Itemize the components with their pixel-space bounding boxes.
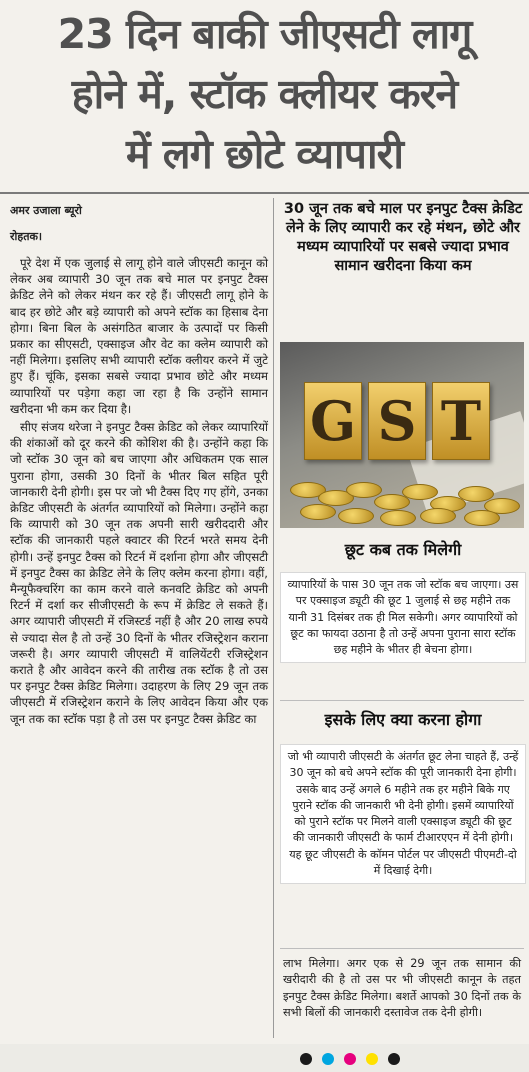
- coin: [402, 484, 438, 500]
- gst-photo: [280, 342, 524, 528]
- gst-letter-s: S: [368, 382, 426, 460]
- coin-pile: [280, 458, 524, 528]
- article-continuation: [283, 956, 521, 1022]
- column-divider: [273, 198, 274, 1038]
- registration-mark-black: [388, 1053, 400, 1065]
- article-paragraph-1: पूरे देश में एक जुलाई से लागू होने वाले जीएसटी कानून को लेकर अब व्यापारी 30 जून तक बचे माल पर इनपुट टैक्स क्रेडिट लेने को लेकर मंथन कर रहे हैं। जीएसटी लागू होने के बाद हर छोटे और बड़े व्यापारी को अपने स्टॉक का हिसाब देना होगा। बिना बिल के असंगठित बाजार के उत्पादों पर किसी प्रकार का सीएसटी, एक्साइज और वेट का क्लेम व्यापारी को नहीं मिलेगा। इसलिए सभी व्यापारी स्टॉक क्लीयर करने में जुटे हुए हैं। चूंकि, इसका सबसे ज्यादा प्रभाव छोटे और मध्यम व्यापारियों पर पड़ेगा कहा जा रहा है कि उन्होंने सामान खरीदना भी कम कर दिया है।: [10, 256, 268, 416]
- box2-title: इसके लिए क्या करना होगा: [324, 710, 482, 729]
- dateline: रोहतक।: [10, 230, 43, 243]
- box2-text: जो भी व्यापारी जीएसटी के अंतर्गत छूट लेना चाहते हैं, उन्हें 30 जून को बचे अपने स्टॉक की पूरी जानकारी देना होगी। उसके बाद उन्हें अगले 6 महीने तक हर महीने बिके गए पुराने स्टॉक की जानकारी भी देनी होगी। इसमें व्यापारियों को पुराने स्टॉक पर मिलने वाली एक्साइज ड्यूटी की छूट की जानकारी जीएसटी के फार्म टीआरएएन में देनी होगी। यह छूट जीएसटी के कॉमन पोर्टल पर जीएसटी पीएमटी-दो में दिखाई देगी।: [280, 744, 526, 884]
- coin: [464, 510, 500, 526]
- coin: [338, 508, 374, 524]
- registration-mark-magenta: [344, 1053, 356, 1065]
- registration-mark-cyan: [322, 1053, 334, 1065]
- gst-letter-g: G: [304, 382, 362, 460]
- article-paragraph-2: सीए संजय थरेजा ने इनपुट टैक्स क्रेडिट को लेकर व्यापारियों की शंकाओं को दूर करने की कोशिश की है। उन्होंने कहा कि जो स्टॉक 30 जून को बच जाएगा और अधिकतम एक साल पुराना होगा, उसकी 30 दिनों के भीतर बिल सहित पूरी जानकारी देनी होगी। इस पर जो भी टैक्स दिए गए होंगे, उनका क्रेडिट जीएसटी के अंतर्गत व्यापारियों को मिलेगा। उन्होंने कहा कि व्यापारी को 30 जून तक अपनी सारी खरीददारी और स्टॉक की जानकारी पहले क्वाटर की रिटर्न भरते समय देनी होगी। उन्हें इनपुट टैक्स को रिटर्न में दर्शाना होगा और जीएसटी में इनपुट टैक्स का क्रेडिट लेने के लिए क्लेम करना होगा। वहीं, मैन्यूफैक्चरिंग का काम करने वाले कनवटि क्रेडिट को अपनी रिटर्न में दर्शा कर सीजीएसटी के रूप में क्रेडिट ले सकते हैं। अगर व्यापारी जीएसटी में रजिस्टर्ड नहीं है और 20 लाख रुपये से ज्यादा सेल है तो उन्हें 30 दिनों के भीतर रजिस्ट्रेशन कराना जरूरी है। अगर व्यापारी जीएसटी में वालियेंटरी रजिस्ट्रेशन कराते है और आवेदन करने की तारीख तक स्टॉक है तो उस पर इनपुट टैक्स क्रेडिट मिलेगा। उदाहरण के लिए 29 जून तक जीएसटी में रजिस्ट्रेशन कराने के लिए आवेदन किया और एक जून तक का स्टॉक पड़ा है तो उस पर इनपुट टैक्स क्रेडिट का: [10, 420, 268, 726]
- section-rule: [280, 700, 524, 701]
- coin: [380, 510, 416, 526]
- gst-letter-blocks: [304, 382, 490, 460]
- gst-letter-t: T: [432, 382, 490, 460]
- headline-line-1: 23 दिन बाकी जीएसटी लागू: [57, 10, 472, 58]
- headline-rule: [0, 192, 529, 194]
- headline-line-3: में लगे छोटे व्यापारी: [126, 130, 403, 178]
- article-body: [10, 255, 268, 729]
- coin: [346, 482, 382, 498]
- registration-mark-black: [300, 1053, 312, 1065]
- subheadline: 30 जून तक बचे माल पर इनपुट टैक्स क्रेडिट लेने के लिए व्यापारी कर रहे मंथन, छोटे और मध्यम व्यापारियों पर सबसे ज्यादा प्रभाव सामान खरीदना किया कम: [283, 201, 523, 274]
- coin: [300, 504, 336, 520]
- section-rule: [280, 948, 524, 949]
- registration-mark-yellow: [366, 1053, 378, 1065]
- continuation-paragraph: लाभ मिलेगा। अगर एक से 29 जून तक सामान की खरीदारी की है तो उस पर भी जीएसटी कानून के तहत इनपुट टैक्स क्रेडिट मिलेगा। बशर्ते आपको 30 दिनों तक के सभी बिलों की जानकारी दस्तावेज तक देनी होगी।: [283, 957, 521, 1020]
- box1-text: व्यापारियों के पास 30 जून तक जो स्टॉक बच जाएगा। उस पर एक्साइज ड्यूटी की छूट 1 जुलाई से छह महीने तक यानी 31 दिसंबर तक ही मिल सकेगी। अगर व्यापारियों को छूट का फायदा उठाना है तो उन्हें अपना पुराना सारा स्टॉक छह महीने के भीतर ही बेचना होगा।: [280, 572, 526, 663]
- box1-title: छूट कब तक मिलेगी: [344, 540, 462, 559]
- headline: [6, 4, 523, 184]
- page-footer-strip: [0, 1044, 529, 1072]
- coin: [420, 508, 456, 524]
- headline-line-2: होने में, स्टॉक क्लीयर करने: [71, 70, 458, 118]
- byline: अमर उजाला ब्यूरो: [10, 204, 82, 217]
